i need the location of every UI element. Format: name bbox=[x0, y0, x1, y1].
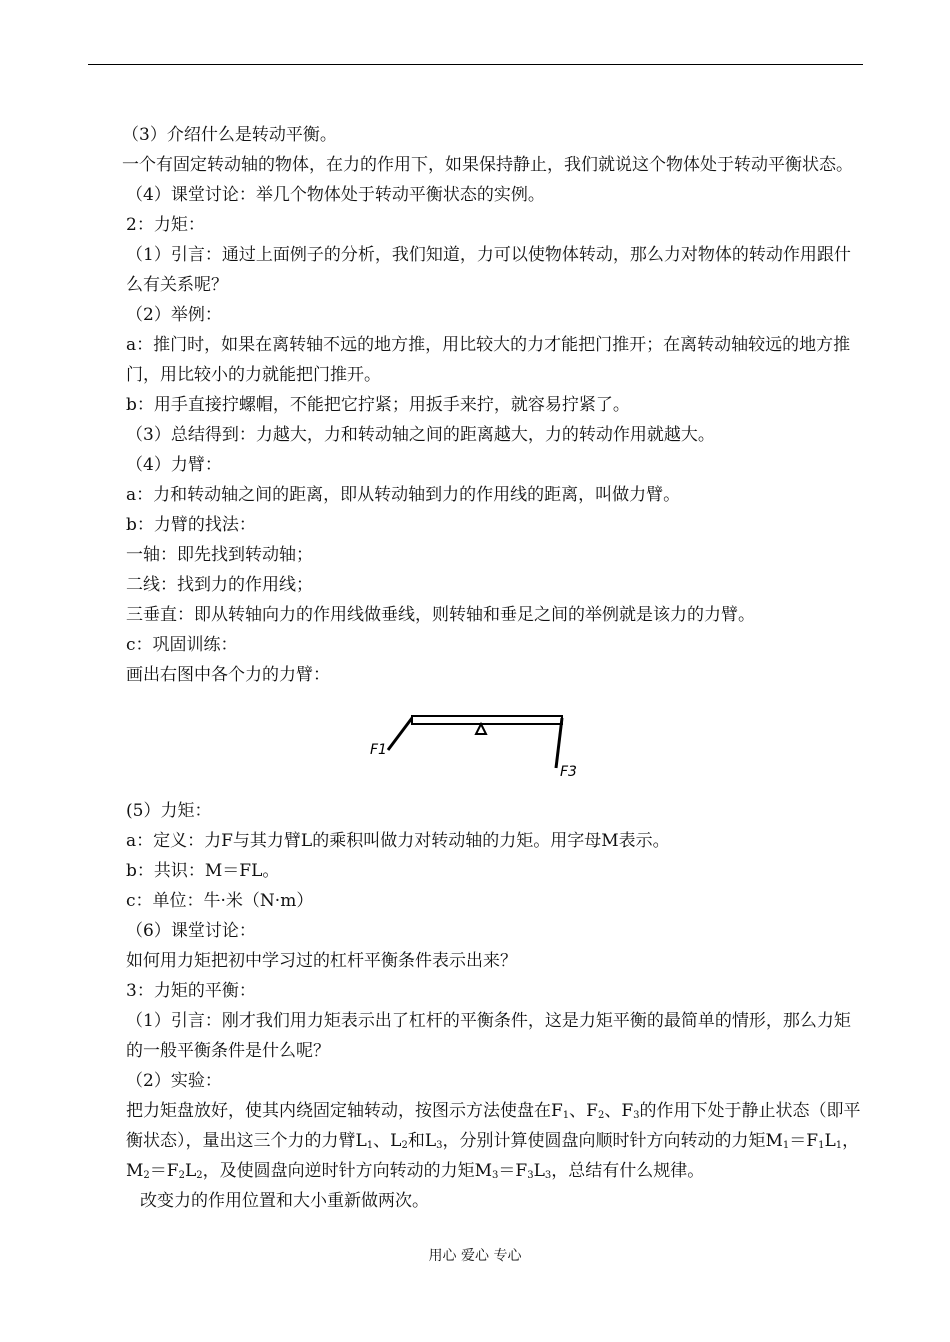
label-f3: F3 bbox=[560, 764, 577, 776]
paragraph: 画出右图中各个力的力臂： bbox=[126, 665, 330, 685]
paragraph: b：用手直接拧螺帽，不能把它拧紧；用扳手来拧，就容易拧紧了。 bbox=[126, 395, 630, 415]
paragraph: b：力臂的找法： bbox=[126, 515, 256, 535]
paragraph: 改变力的作用位置和大小重新做两次。 bbox=[140, 1191, 429, 1211]
lever-diagram bbox=[350, 696, 590, 776]
paragraph: a：力和转动轴之间的距离，即从转动轴到力的作用线的距离，叫做力臂。 bbox=[126, 485, 681, 505]
paragraph: 一轴：即先找到转动轴； bbox=[126, 545, 313, 565]
paragraph: b：共识：M＝FL。 bbox=[126, 861, 280, 881]
lever-figure bbox=[88, 690, 863, 782]
label-f1: F1 bbox=[370, 742, 387, 758]
paragraph: 如何用力矩把初中学习过的杠杆平衡条件表示出来？ bbox=[126, 951, 517, 971]
document-body bbox=[88, 120, 863, 1216]
paragraph: （2）实验： bbox=[126, 1071, 222, 1091]
paragraph: a：定义：力F与其力臂L的乘积叫做力对转动轴的力矩。用字母M表示。 bbox=[126, 831, 670, 851]
paragraph: （4）力臂： bbox=[126, 455, 222, 475]
paragraph: （3）总结得到：力越大，力和转动轴之间的距离越大，力的转动作用就越大。 bbox=[126, 425, 715, 445]
paragraph: 三垂直：即从转轴向力的作用线做垂线，则转轴和垂足之间的举例就是该力的力臂。 bbox=[126, 605, 755, 625]
paragraph-experiment: 把力矩盘放好，使其内绕固定轴转动，按图示方法使盘在$F_1$、$F_2$、$F_3$的作用下处于静止状态（即平衡状态），量出这三个力的力臂$L_1$、$L_2$和$L_3$，分别计算使圆盘向顺时针方向转动的力矩$M_1=F_1L_1$，$M_2=F_2L_2$，及使圆盘向逆时针方向转动的力矩$M_3=F_3L_3$，总结有什么规律。 bbox=[126, 1101, 861, 1181]
paragraph: c：单位：牛·米（N·m） bbox=[126, 891, 314, 911]
paragraph: 3：力矩的平衡： bbox=[126, 981, 256, 1001]
page-footer: 用心 爱心 专心 bbox=[428, 1248, 522, 1264]
paragraph: a：推门时，如果在离转轴不远的地方推，用比较大的力才能把门推开；在离转动轴较远的地方推门，用比较小的力就能把门推开。 bbox=[126, 335, 851, 385]
paragraph: 二线：找到力的作用线； bbox=[126, 575, 313, 595]
paragraph: 一个有固定转动轴的物体，在力的作用下，如果保持静止，我们就说这个物体处于转动平衡状态。 bbox=[122, 155, 853, 175]
paragraph: （6）课堂讨论： bbox=[126, 921, 256, 941]
fulcrum bbox=[476, 724, 486, 734]
paragraph: （2）举例： bbox=[126, 305, 222, 325]
force-f3-line bbox=[556, 718, 562, 768]
paragraph: (5）力矩： bbox=[126, 801, 212, 821]
paragraph: （3）介绍什么是转动平衡。 bbox=[122, 125, 337, 145]
paragraph: c：巩固训练： bbox=[126, 635, 238, 655]
paragraph: （1）引言：通过上面例子的分析，我们知道，力可以使物体转动，那么力对物体的转动作用跟什么有关系呢？ bbox=[126, 245, 851, 295]
paragraph: （4）课堂讨论：举几个物体处于转动平衡状态的实例。 bbox=[126, 185, 545, 205]
paragraph: （1）引言：刚才我们用力矩表示出了杠杆的平衡条件，这是力矩平衡的最简单的情形，那么力矩的一般平衡条件是什么呢？ bbox=[126, 1011, 851, 1061]
paragraph: 2：力矩： bbox=[126, 215, 205, 235]
header-rule bbox=[88, 64, 863, 65]
force-f1-line bbox=[388, 718, 412, 750]
lever-beam bbox=[412, 716, 562, 724]
